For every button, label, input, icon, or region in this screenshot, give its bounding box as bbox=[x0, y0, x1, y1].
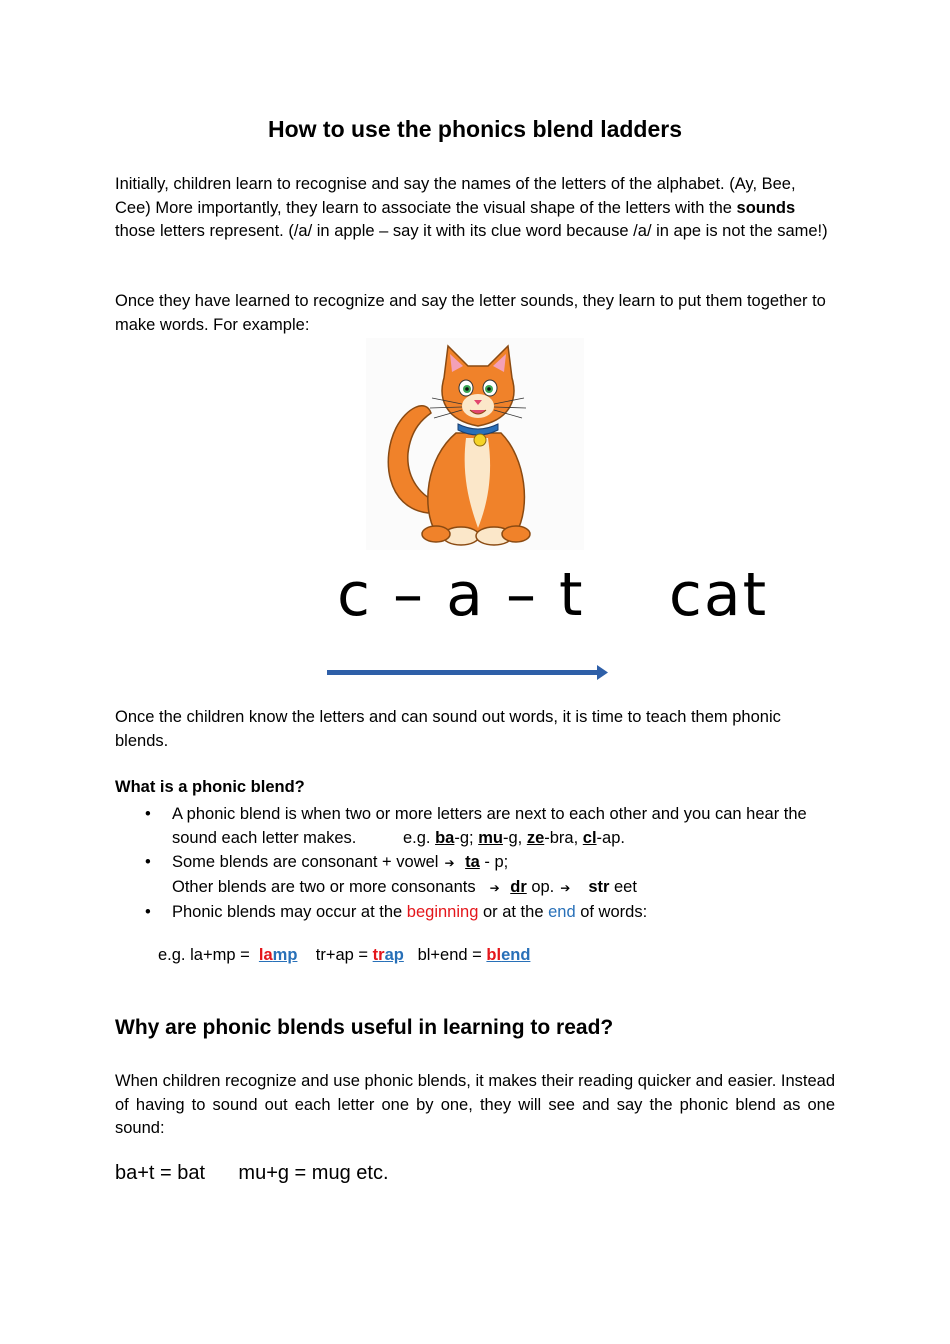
heading-why-useful: Why are phonic blends useful in learning to read? bbox=[115, 1016, 614, 1039]
know-letters-paragraph: Once the children know the letters and can sound out words, it is time to teach them phonic blends. bbox=[115, 708, 781, 750]
list-item: • Some blends are consonant + vowel ➔ ta - p; Other blends are two or more consonants ➔ dr op. ➔ str eet bbox=[115, 850, 835, 900]
subheading-what-is-blend: What is a phonic blend? bbox=[115, 778, 305, 796]
blend-examples: e.g. la+mp = lamp tr+ap = trap bl+end = blend bbox=[158, 946, 531, 964]
bullet-icon: • bbox=[145, 805, 151, 823]
intro-paragraph: Initially, children learn to recognise and say the names of the letters of the alphabet. (Ay, Bee, Cee) More importantly, they learn to associate the visual shape of the letters with the sounds those letters represent. (/a/ in apple – say it with its clue word because /a/ in ape is not the same!) bbox=[115, 175, 828, 240]
cat-letter-sounds: c – a – t bbox=[337, 560, 585, 630]
arrow-icon: ➔ bbox=[444, 856, 455, 870]
sounds-emphasis: sounds bbox=[736, 198, 796, 217]
list-item: • A phonic blend is when two or more letters are next to each other and you can hear the sound each letter makes. e.g. ba-g; mu-g, ze-bra, cl-ap. bbox=[115, 802, 835, 850]
why-useful-paragraph: When children recognize and use phonic blends, it makes their reading quicker and easier. Instead of having to sound out each letter one by one, they will see and say the phonic blend as one sound: bbox=[115, 1072, 836, 1137]
blend-bullet-list bbox=[115, 802, 835, 924]
final-examples: ba+t = bat mu+g = mug etc. bbox=[115, 1162, 389, 1184]
cat-illustration bbox=[366, 338, 584, 550]
end-word: end bbox=[548, 903, 576, 921]
beginning-word: beginning bbox=[406, 903, 479, 921]
right-arrow-icon bbox=[325, 662, 610, 684]
list-item: • Phonic blends may occur at the beginning or at the end of words: bbox=[115, 900, 835, 924]
bullet-icon: • bbox=[145, 903, 151, 921]
cat-word: cat bbox=[668, 560, 769, 630]
arrow-icon: ➔ bbox=[489, 881, 500, 895]
letter-sounds-paragraph: Once they have learned to recognize and say the letter sounds, they learn to put them together to make words. For example: bbox=[115, 292, 826, 334]
cat-sound-example bbox=[337, 560, 768, 630]
arrow-icon: ➔ bbox=[560, 881, 571, 895]
page-title: How to use the phonics blend ladders bbox=[267, 116, 683, 142]
bullet-icon: • bbox=[145, 853, 151, 871]
